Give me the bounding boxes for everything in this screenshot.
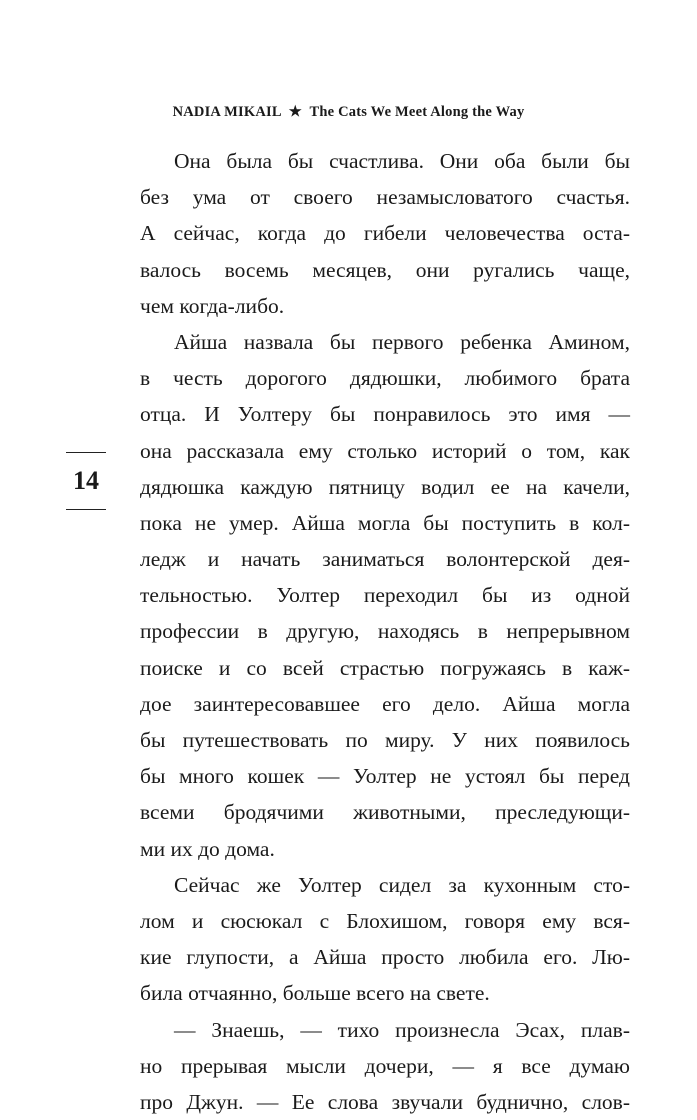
text-line: пока не умер. Айша могла бы поступить в кол- bbox=[140, 510, 630, 535]
text-line: бы путешествовать по миру. У них появилось bbox=[140, 728, 630, 752]
page-number-block bbox=[66, 452, 106, 510]
running-header bbox=[0, 104, 697, 121]
text-line: ми их до дома. bbox=[140, 836, 275, 861]
header-book-title: The Cats We Meet Along the Way bbox=[309, 104, 525, 120]
text-line: Айша назвала бы первого ребенка Амином, bbox=[174, 329, 630, 354]
text-line: ледж и начать заниматься волонтерской дея- bbox=[140, 547, 630, 572]
text-line: дядюшка каждую пятницу водил ее на качели, bbox=[140, 474, 630, 499]
text-line: валось восемь месяцев, они ругались чаще, bbox=[140, 257, 630, 282]
text-line: но прерывая мысли дочери, — я все думаю bbox=[140, 1053, 630, 1078]
text-line: кие глупости, а Айша просто любила его. Лю- bbox=[140, 945, 630, 970]
text-line: она рассказала ему столько историй о том, как bbox=[140, 438, 630, 463]
star-separator-icon: ★ bbox=[288, 104, 302, 120]
page-number-bottom-rule bbox=[66, 509, 106, 510]
text-line: лом и сюсюкал с Блохишом, говоря ему вся- bbox=[140, 908, 630, 933]
text-line: без ума от своего незамысловатого счастья. bbox=[140, 185, 630, 210]
text-line: в честь дорогого дядюшки, любимого брата bbox=[140, 366, 630, 391]
header-author: NADIA MIKAIL bbox=[172, 104, 281, 120]
body-text bbox=[140, 143, 630, 1120]
text-line: — Знаешь, — тихо произнесла Эсах, плав- bbox=[174, 1017, 630, 1042]
text-line: била отчаянно, больше всего на свете. bbox=[140, 981, 490, 1006]
text-line: поиске и со всей страстью погружаясь в каж- bbox=[140, 655, 630, 680]
text-line: тельностью. Уолтер переходил бы из одной bbox=[140, 583, 630, 608]
text-line: про Джун. — Ее слова звучали буднично, слов- bbox=[140, 1089, 630, 1114]
page-number: 14 bbox=[73, 466, 99, 495]
text-line: профессии в другую, находясь в непрерывном bbox=[140, 619, 630, 644]
text-line: А сейчас, когда до гибели человечества оста- bbox=[140, 221, 630, 246]
text-line: Сейчас же Уолтер сидел за кухонным сто- bbox=[174, 872, 630, 897]
text-line: отца. И Уолтеру бы понравилось это имя — bbox=[140, 402, 630, 427]
text-line: чем когда-либо. bbox=[140, 293, 285, 318]
text-line: дое заинтересовавшее его дело. Айша могла bbox=[140, 691, 630, 716]
text-line: всеми бродячими животными, преследующи- bbox=[140, 800, 630, 825]
text-line: Она была бы счастлива. Они оба были бы bbox=[174, 149, 630, 173]
text-line: бы много кошек — Уолтер не устоял бы перед bbox=[140, 764, 630, 789]
